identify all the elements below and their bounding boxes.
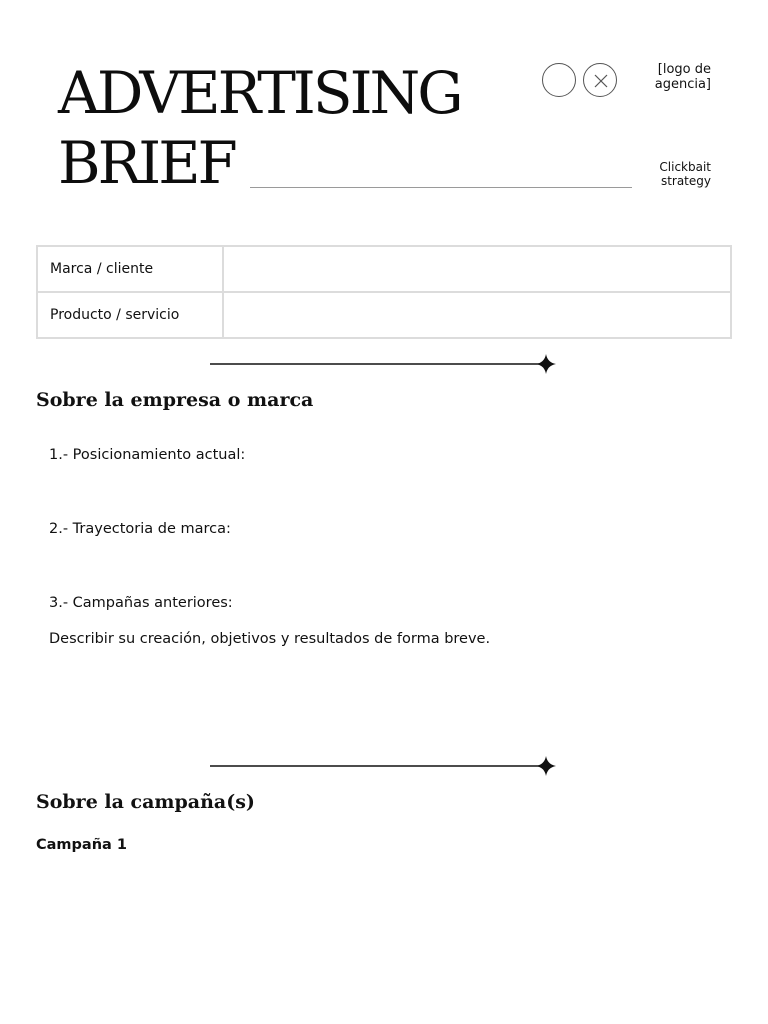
campaign-subheading: Campaña 1 (36, 837, 127, 853)
section-divider (210, 352, 560, 376)
table-cell-value[interactable] (223, 292, 731, 338)
table-row (37, 246, 731, 292)
list-item: 1.- Posicionamiento actual: (49, 447, 246, 463)
table-cell-label: Marca / cliente (37, 246, 223, 292)
strategy-label: Clickbait strategy (659, 160, 711, 188)
table-cell-value[interactable] (223, 246, 731, 292)
table-cell-label: Producto / servicio (37, 292, 223, 338)
table-row (37, 292, 731, 338)
circle-x-icon (583, 63, 617, 97)
item-note: Describir su creación, objetivos y resultados de forma breve. (49, 631, 491, 647)
circle-outline-icon (542, 63, 576, 97)
list-item: 2.- Trayectoria de marca: (49, 521, 231, 537)
sparkle-star-icon (536, 756, 556, 776)
agency-logo-placeholder: [logo de agencia] (654, 62, 711, 92)
title-underline (250, 187, 632, 188)
list-item: 3.- Campañas anteriores: (49, 595, 233, 611)
title-line-2: BRIEF (58, 129, 235, 197)
section-heading-campaign: Sobre la campaña(s) (36, 791, 255, 813)
section-heading-company: Sobre la empresa o marca (36, 389, 314, 411)
sparkle-star-icon (536, 354, 556, 374)
title-line-1: ADVERTISING (58, 59, 461, 127)
brand-info-table (36, 245, 732, 339)
section-divider (210, 754, 560, 778)
page-title (58, 58, 461, 198)
